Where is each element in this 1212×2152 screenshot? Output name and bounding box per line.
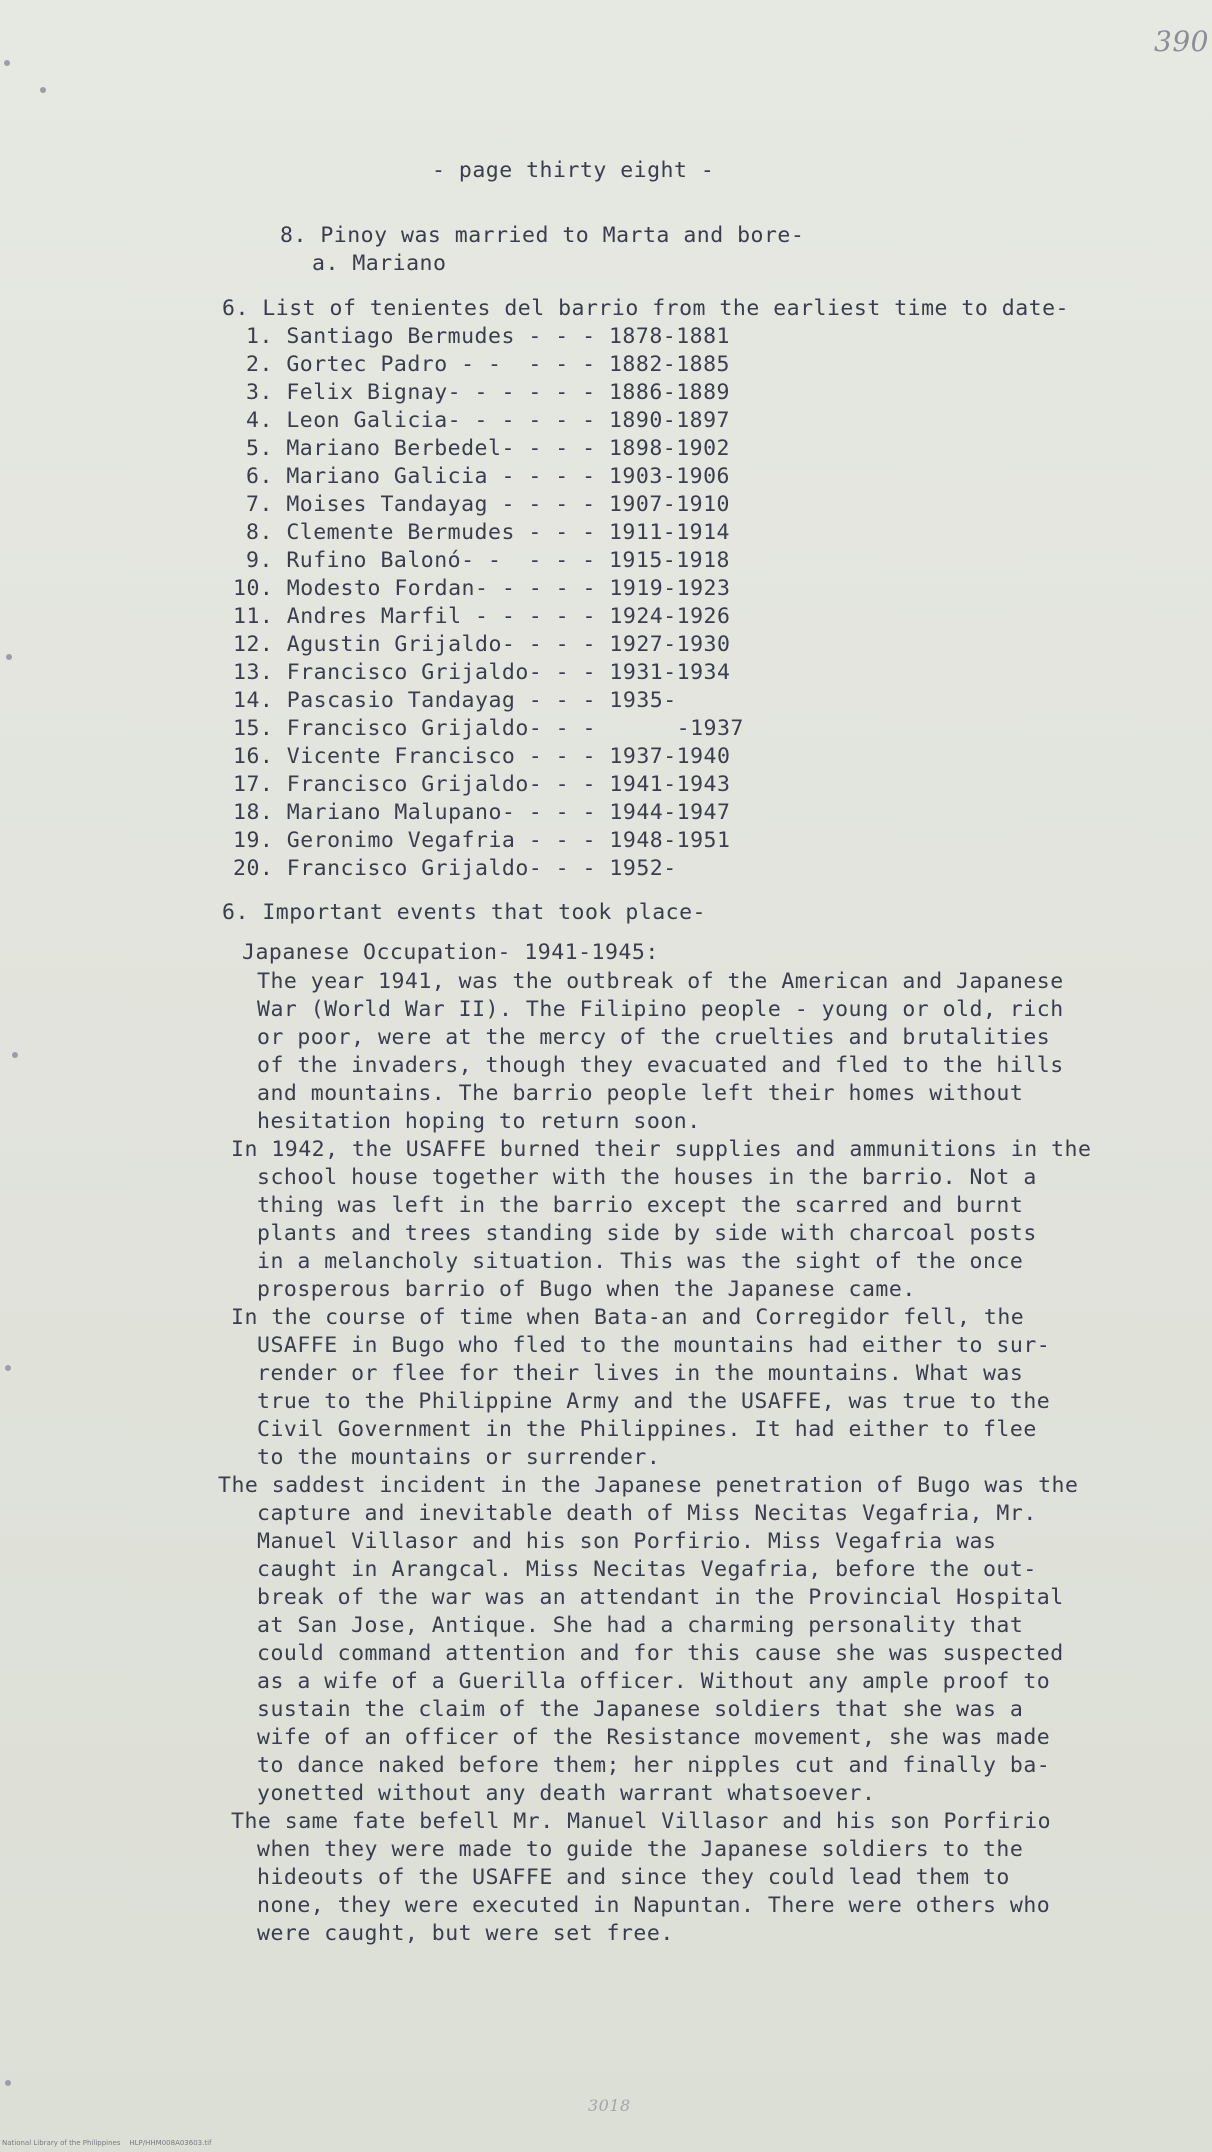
text-line: plants and trees standing side by side with charcoal posts (257, 1221, 1037, 1246)
text-line: hesitation hoping to return soon. (257, 1109, 701, 1134)
text-line: break of the war was an attendant in the Provincial Hospital (257, 1585, 1064, 1610)
handwritten-archive-number: 3018 (588, 2096, 631, 2115)
tenientes-title: 6. List of tenientes del barrio from the earliest time to date- (222, 296, 1069, 321)
teniente-item: 10. Modesto Fordan- - - - - 1919-1923 (233, 576, 731, 601)
text-line: as a wife of a Guerilla officer. Without any ample proof to (257, 1669, 1051, 1694)
teniente-item: 20. Francisco Grijaldo- - - 1952- (233, 856, 677, 881)
teniente-item: 5. Mariano Berbedel- - - - 1898-1902 (246, 436, 730, 461)
page-header: - page thirty eight - (432, 158, 715, 183)
text-line: at San Jose, Antique. She had a charming personality that (257, 1613, 1024, 1638)
section-8-line-1: 8. Pinoy was married to Marta and bore- (280, 223, 805, 248)
text-line: yonetted without any death warrant whatsoever. (257, 1781, 876, 1806)
text-line: In the course of time when Bata-an and Corregidor fell, the (231, 1305, 1025, 1330)
teniente-item: 3. Felix Bignay- - - - - - 1886-1889 (246, 380, 730, 405)
punch-mark (5, 2080, 11, 2086)
events-title: 6. Important events that took place- (222, 900, 706, 925)
teniente-item: 11. Andres Marfil - - - - - 1924-1926 (233, 604, 731, 629)
text-line: Civil Government in the Philippines. It had either to flee (257, 1417, 1037, 1442)
teniente-item: 1. Santiago Bermudes - - - 1878-1881 (246, 324, 730, 349)
text-line: or poor, were at the mercy of the cruelties and brutalities (257, 1025, 1051, 1050)
text-line: The saddest incident in the Japanese penetration of Bugo was the (218, 1473, 1079, 1498)
text-line: true to the Philippine Army and the USAFFE, was true to the (257, 1389, 1051, 1414)
teniente-item: 16. Vicente Francisco - - - 1937-1940 (233, 744, 731, 769)
text-line: The year 1941, was the outbreak of the American and Japanese (257, 969, 1064, 994)
text-line: and mountains. The barrio people left their homes without (257, 1081, 1024, 1106)
teniente-item: 14. Pascasio Tandayag - - - 1935- (233, 688, 677, 713)
text-line: to dance naked before them; her nipples cut and finally ba- (257, 1753, 1051, 1778)
text-line: In 1942, the USAFFE burned their supplies and ammunitions in the (231, 1137, 1092, 1162)
teniente-item: 6. Mariano Galicia - - - - 1903-1906 (246, 464, 730, 489)
text-line: were caught, but were set free. (257, 1921, 674, 1946)
text-line: to the mountains or surrender. (257, 1445, 661, 1470)
teniente-item: 18. Mariano Malupano- - - - 1944-1947 (233, 800, 731, 825)
text-line: of the invaders, though they evacuated and fled to the hills (257, 1053, 1064, 1078)
text-line: The same fate befell Mr. Manuel Villasor and his son Porfirio (231, 1809, 1052, 1834)
text-line: render or flee for their lives in the mountains. What was (257, 1361, 1024, 1386)
teniente-item: 13. Francisco Grijaldo- - - 1931-1934 (233, 660, 731, 685)
punch-mark (12, 1052, 18, 1058)
teniente-item: 15. Francisco Grijaldo- - - -1937 (233, 716, 744, 741)
text-line: Manuel Villasor and his son Porfirio. Miss Vegafria was (257, 1529, 997, 1554)
punch-mark (6, 654, 12, 660)
teniente-item: 7. Moises Tandayag - - - - 1907-1910 (246, 492, 730, 517)
handwritten-page-number: 390 (1154, 25, 1209, 58)
text-line: sustain the claim of the Japanese soldiers that she was a (257, 1697, 1024, 1722)
punch-mark (5, 1365, 11, 1371)
teniente-item: 8. Clemente Bermudes - - - 1911-1914 (246, 520, 730, 545)
text-line: USAFFE in Bugo who fled to the mountains had either to sur- (257, 1333, 1051, 1358)
punch-mark (4, 60, 10, 66)
text-line: when they were made to guide the Japanese soldiers to the (257, 1837, 1024, 1862)
teniente-item: 17. Francisco Grijaldo- - - 1941-1943 (233, 772, 731, 797)
text-line: War (World War II). The Filipino people - young or old, rich (257, 997, 1064, 1022)
teniente-item: 9. Rufino Balonó- - - - - 1915-1918 (246, 548, 730, 573)
section-8-line-2: a. Mariano (312, 251, 447, 276)
text-line: wife of an officer of the Resistance movement, she was made (257, 1725, 1051, 1750)
text-line: hideouts of the USAFFE and since they could lead them to (257, 1865, 1010, 1890)
text-line: caught in Arangcal. Miss Necitas Vegafria, before the out- (257, 1557, 1037, 1582)
text-line: none, they were executed in Napuntan. There were others who (257, 1893, 1051, 1918)
text-line: prosperous barrio of Bugo when the Japanese came. (257, 1277, 916, 1302)
text-line: could command attention and for this cause she was suspected (257, 1641, 1064, 1666)
text-line: school house together with the houses in the barrio. Not a (257, 1165, 1037, 1190)
teniente-item: 2. Gortec Padro - - - - - 1882-1885 (246, 352, 730, 377)
text-line: capture and inevitable death of Miss Necitas Vegafria, Mr. (257, 1501, 1037, 1526)
teniente-item: 19. Geronimo Vegafria - - - 1948-1951 (233, 828, 731, 853)
text-line: in a melancholy situation. This was the sight of the once (257, 1249, 1024, 1274)
events-subtitle: Japanese Occupation- 1941-1945: (242, 940, 659, 965)
teniente-item: 12. Agustin Grijaldo- - - - 1927-1930 (233, 632, 731, 657)
punch-mark (40, 87, 46, 93)
archive-footer: National Library of the Philippines HLP/HHM008A03603.tif (2, 2139, 212, 2147)
text-line: thing was left in the barrio except the scarred and burnt (257, 1193, 1024, 1218)
teniente-item: 4. Leon Galicia- - - - - - 1890-1897 (246, 408, 730, 433)
